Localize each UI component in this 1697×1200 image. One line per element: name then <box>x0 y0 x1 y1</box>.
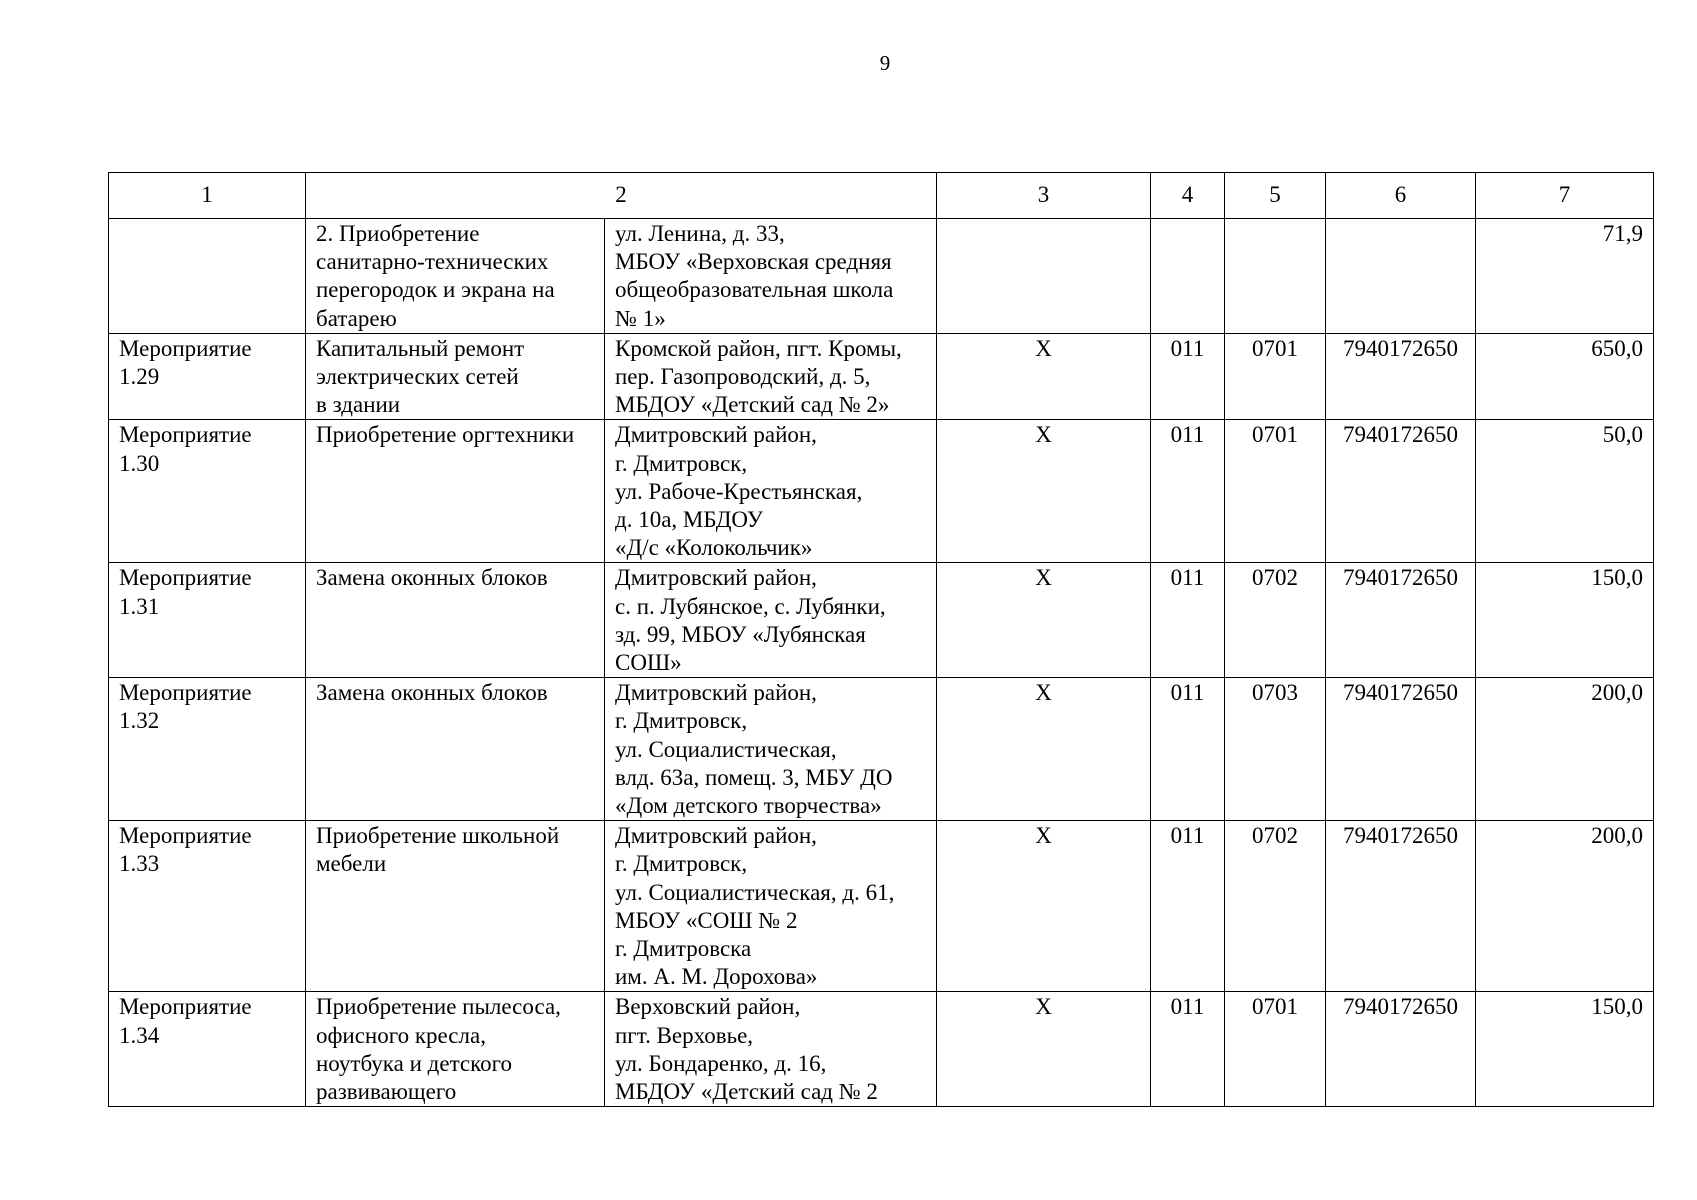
measure-name-line: электрических сетей <box>316 364 519 390</box>
table-row <box>109 992 1654 1107</box>
header-cell-6: 6 <box>1326 173 1476 219</box>
col-6-cell: 7940172650 <box>1326 563 1476 678</box>
header-cell-2: 2 <box>306 173 937 219</box>
address-line: «Д/с «Колокольчик» <box>615 535 813 561</box>
address-line: МБОУ «СОШ № 2 <box>615 907 798 933</box>
address-cell <box>605 563 937 678</box>
measure-id-cell <box>109 219 306 334</box>
table-row <box>109 333 1654 420</box>
col-6-cell: 7940172650 <box>1326 992 1476 1107</box>
header-row <box>109 173 1654 219</box>
col-7-cell: 200,0 <box>1476 678 1654 821</box>
address-line: г. Дмитровск, <box>615 851 748 877</box>
address-line: «Дом детского творчества» <box>615 793 882 819</box>
measure-name-line: Приобретение пылесоса, <box>316 994 561 1020</box>
col-7-cell: 150,0 <box>1476 992 1654 1107</box>
col-5-cell: 0701 <box>1225 333 1326 420</box>
col-6-cell: 7940172650 <box>1326 678 1476 821</box>
measure-name-line: мебели <box>316 851 387 877</box>
measure-name-cell <box>306 219 605 334</box>
measure-name-cell <box>306 333 605 420</box>
address-line: СОШ» <box>615 650 682 676</box>
measure-id-cell <box>109 678 306 821</box>
address-line: ул. Социалистическая, <box>615 736 837 762</box>
measure-name-cell <box>306 992 605 1107</box>
measure-name-line: развивающего <box>316 1079 457 1105</box>
page-number: 9 <box>879 51 891 75</box>
address-line: МБДОУ «Детский сад № 2 <box>615 1079 878 1105</box>
measure-name-line: ноутбука и детского <box>316 1050 512 1076</box>
address-line: ул. Бондаренко, д. 16, <box>615 1050 827 1076</box>
address-line: Дмитровский район, <box>615 565 817 591</box>
address-line: МБОУ «Верховская средняя <box>615 249 892 275</box>
measure-name-line: перегородок и экрана на <box>316 277 555 303</box>
col-4-cell: 011 <box>1151 678 1225 821</box>
measure-name-line: Капитальный ремонт <box>316 335 525 361</box>
header-cell-1: 1 <box>109 173 306 219</box>
col-7-cell: 71,9 <box>1476 219 1654 334</box>
table-row <box>109 219 1654 334</box>
address-line: Кромской район, пгт. Кромы, <box>615 335 902 361</box>
address-line: ул. Социалистическая, д. 61, <box>615 879 895 905</box>
measure-name-cell <box>306 678 605 821</box>
address-line: г. Дмитровск, <box>615 450 748 476</box>
measure-id-cell <box>109 563 306 678</box>
measure-name-line: Замена оконных блоков <box>316 565 548 591</box>
address-line: д. 10а, МБДОУ <box>615 507 763 533</box>
col-5-cell <box>1225 219 1326 334</box>
measure-name-line: Приобретение оргтехники <box>316 422 575 448</box>
col-3-cell: X <box>937 420 1151 563</box>
col-3-cell: X <box>937 333 1151 420</box>
col-7-cell: 200,0 <box>1476 821 1654 992</box>
address-line: г. Дмитровск, <box>615 708 748 734</box>
col-4-cell <box>1151 219 1225 334</box>
col-4-cell: 011 <box>1151 992 1225 1107</box>
measures-table <box>108 172 1654 1107</box>
address-line: зд. 99, МБОУ «Лубянская <box>615 621 866 647</box>
col-7-cell: 150,0 <box>1476 563 1654 678</box>
measure-name-line: батарею <box>316 305 397 331</box>
measure-name-line: санитарно-технических <box>316 249 549 275</box>
col-4-cell: 011 <box>1151 563 1225 678</box>
table-row <box>109 678 1654 821</box>
col-5-cell: 0701 <box>1225 420 1326 563</box>
col-5-cell: 0703 <box>1225 678 1326 821</box>
col-3-cell: X <box>937 563 1151 678</box>
address-cell <box>605 992 937 1107</box>
measure-name-line: 2. Приобретение <box>316 221 480 246</box>
measure-id: Мероприятие 1.34 <box>119 994 252 1048</box>
address-cell <box>605 333 937 420</box>
col-3-cell <box>937 219 1151 334</box>
col-4-cell: 011 <box>1151 420 1225 563</box>
measure-id: Мероприятие 1.33 <box>119 823 252 877</box>
measure-id-cell <box>109 333 306 420</box>
address-line: Дмитровский район, <box>615 422 817 448</box>
address-line: № 1» <box>615 305 666 331</box>
address-line: им. А. М. Дорохова» <box>615 964 818 990</box>
address-line: Дмитровский район, <box>615 680 817 706</box>
col-3-cell: X <box>937 821 1151 992</box>
measure-name-cell <box>306 420 605 563</box>
address-line: ул. Рабоче-Крестьянская, <box>615 478 863 504</box>
header-cell-3: 3 <box>937 173 1151 219</box>
measure-id: Мероприятие 1.32 <box>119 680 252 734</box>
address-line: МБДОУ «Детский сад № 2» <box>615 392 890 418</box>
measure-name-line: Приобретение школьной <box>316 823 560 849</box>
table-body <box>109 173 1654 1107</box>
col-7-cell: 650,0 <box>1476 333 1654 420</box>
header-cell-5: 5 <box>1225 173 1326 219</box>
col-4-cell: 011 <box>1151 821 1225 992</box>
address-line: Верховский район, <box>615 994 801 1020</box>
address-line: пер. Газопроводский, д. 5, <box>615 364 871 390</box>
address-line: пгт. Верховье, <box>615 1022 754 1048</box>
address-line: общеобразовательная школа <box>615 277 894 303</box>
header-cell-7: 7 <box>1476 173 1654 219</box>
measure-id: Мероприятие 1.30 <box>119 422 252 476</box>
measure-id: Мероприятие 1.31 <box>119 565 252 619</box>
col-4-cell: 011 <box>1151 333 1225 420</box>
measure-name-cell <box>306 563 605 678</box>
measure-name-line: Замена оконных блоков <box>316 680 548 706</box>
measure-id-cell <box>109 821 306 992</box>
col-3-cell: X <box>937 992 1151 1107</box>
col-6-cell <box>1326 219 1476 334</box>
col-3-cell: X <box>937 678 1151 821</box>
address-cell <box>605 219 937 334</box>
address-cell <box>605 821 937 992</box>
col-5-cell: 0702 <box>1225 563 1326 678</box>
address-cell <box>605 678 937 821</box>
col-7-cell: 50,0 <box>1476 420 1654 563</box>
table-row <box>109 563 1654 678</box>
address-line: ул. Ленина, д. 33, <box>615 221 785 246</box>
col-6-cell: 7940172650 <box>1326 821 1476 992</box>
table-row <box>109 420 1654 563</box>
measure-id: Мероприятие 1.29 <box>119 335 252 390</box>
address-line: Дмитровский район, <box>615 823 817 849</box>
measure-id-cell <box>109 992 306 1107</box>
col-6-cell: 7940172650 <box>1326 333 1476 420</box>
measure-name-line: в здании <box>316 392 401 418</box>
measure-name-cell <box>306 821 605 992</box>
address-line: влд. 63а, помещ. 3, МБУ ДО <box>615 764 893 790</box>
header-cell-4: 4 <box>1151 173 1225 219</box>
measure-name-line: офисного кресла, <box>316 1022 486 1048</box>
address-line: с. п. Лубянское, с. Лубянки, <box>615 593 886 619</box>
table-row <box>109 821 1654 992</box>
col-5-cell: 0701 <box>1225 992 1326 1107</box>
col-6-cell: 7940172650 <box>1326 420 1476 563</box>
address-cell <box>605 420 937 563</box>
col-5-cell: 0702 <box>1225 821 1326 992</box>
measure-id-cell <box>109 420 306 563</box>
address-line: г. Дмитровска <box>615 936 752 962</box>
